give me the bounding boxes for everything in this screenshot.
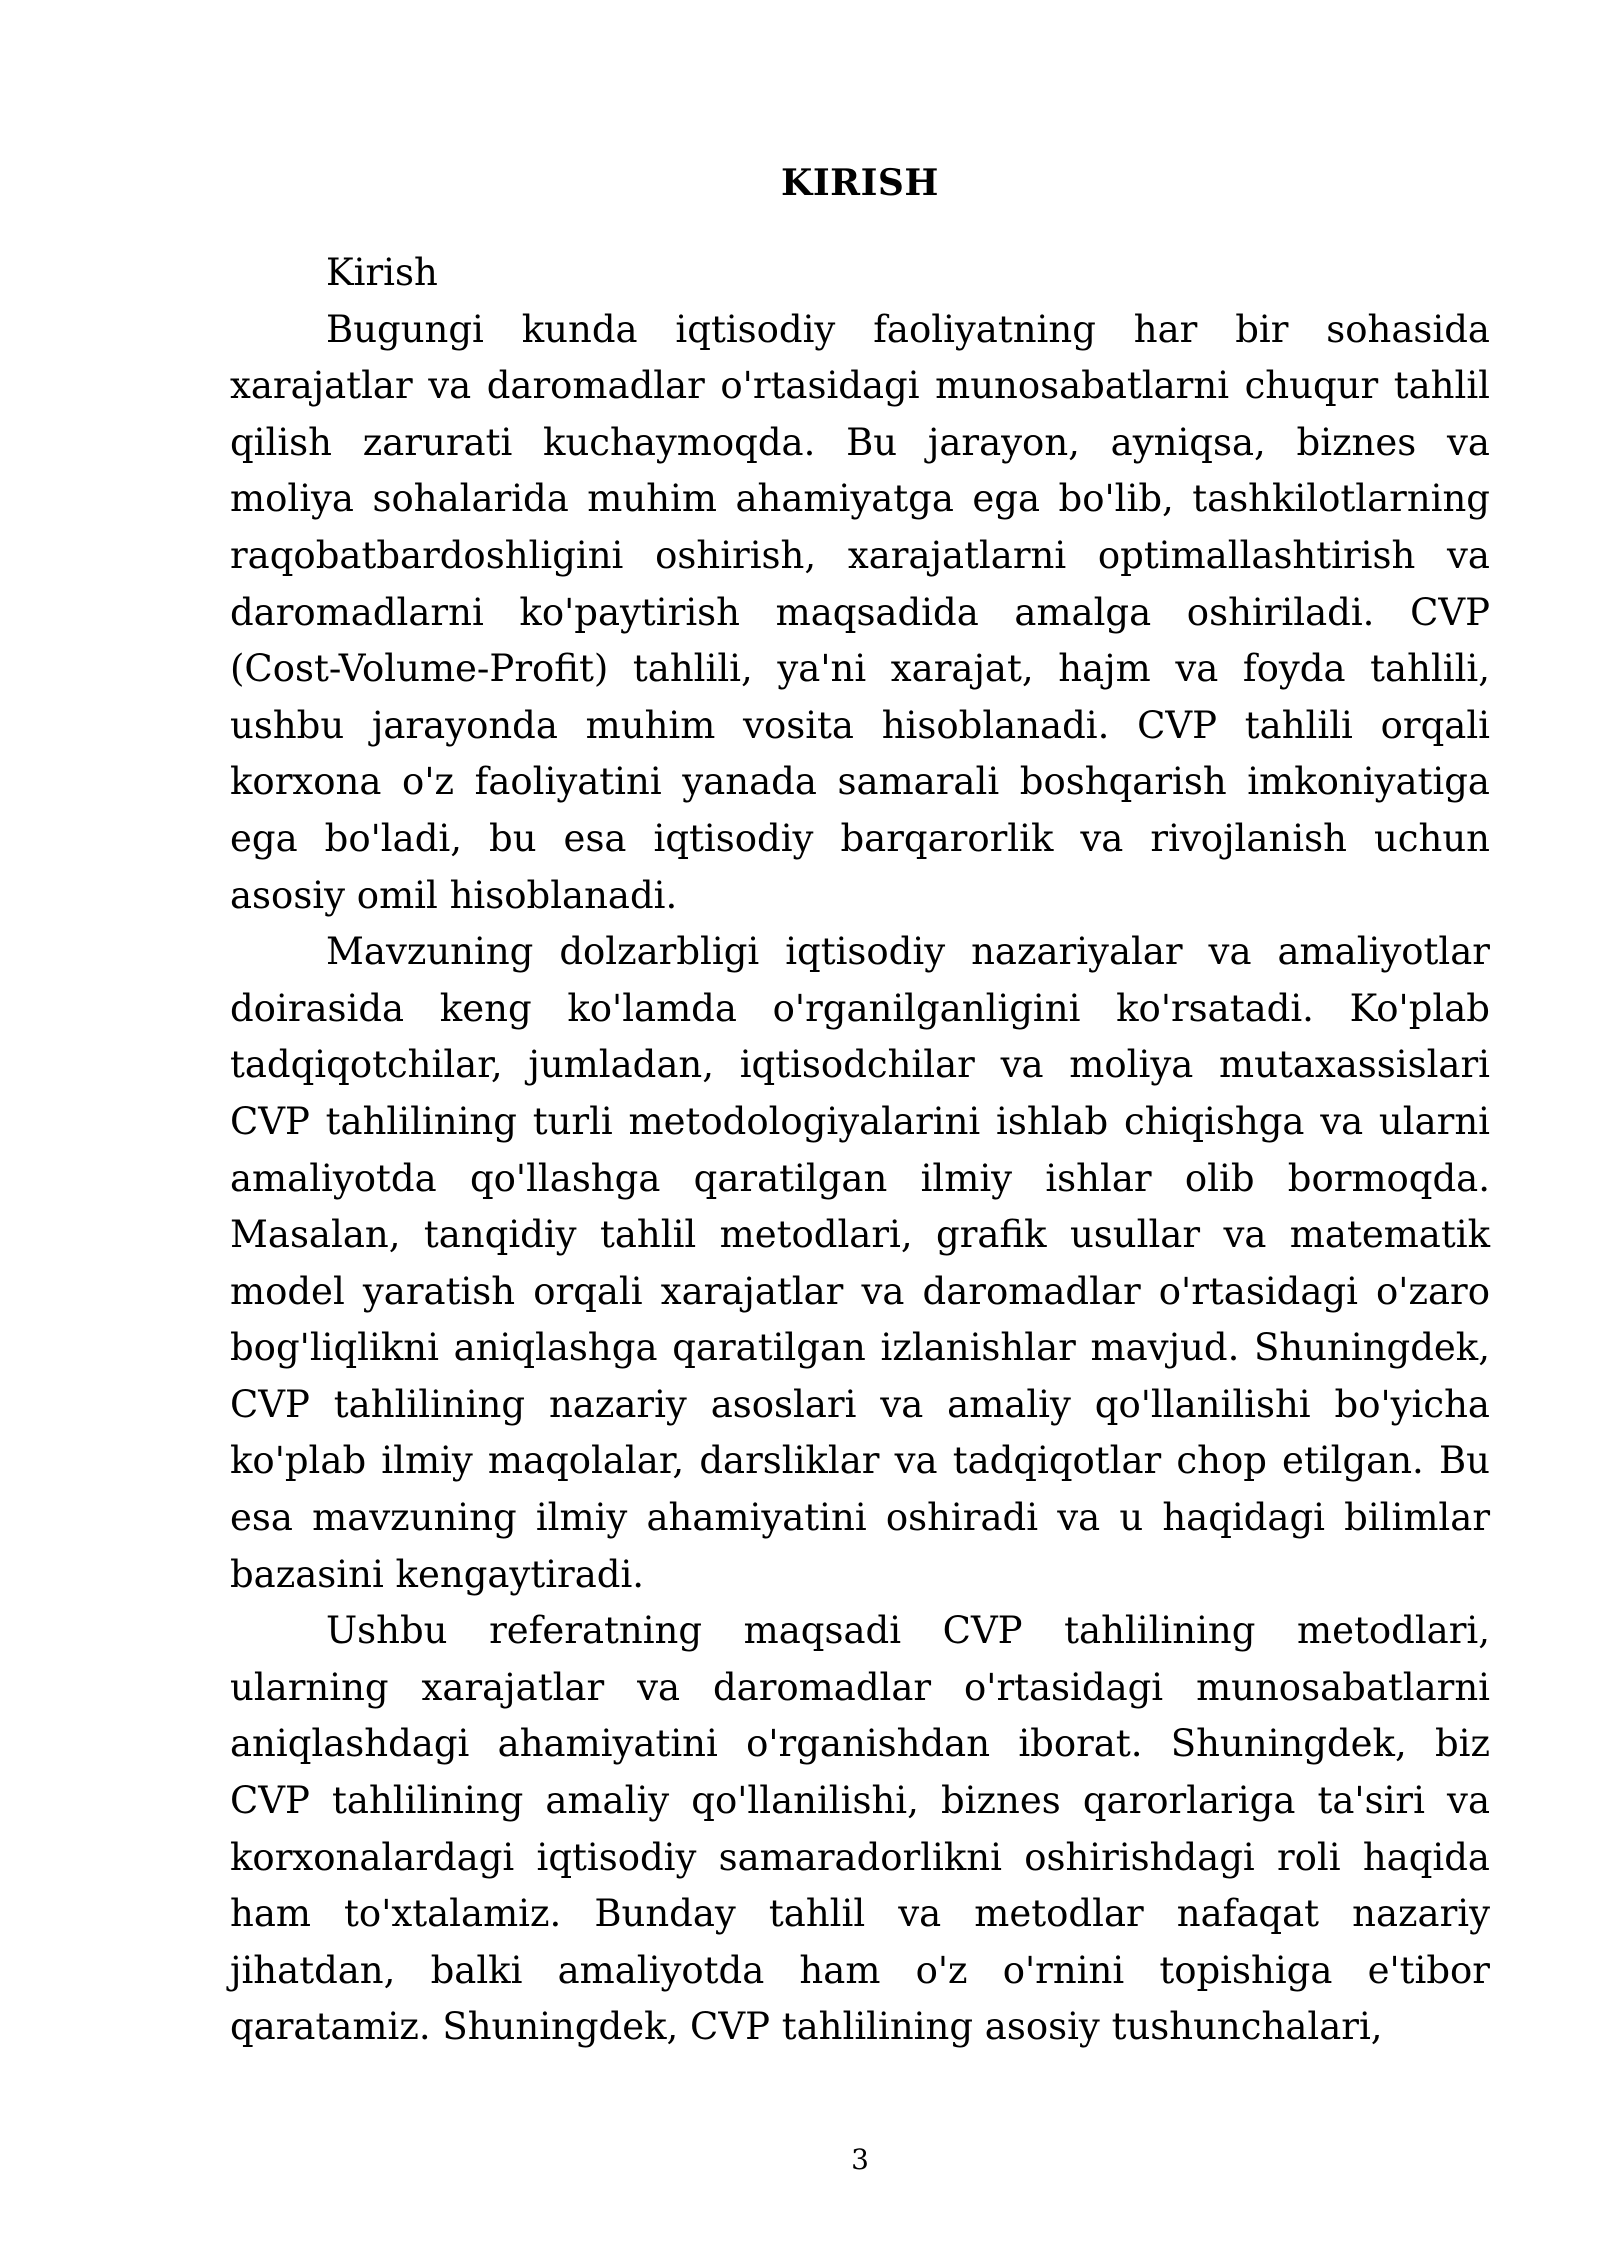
paragraph-purpose: Ushbu referatning maqsadi CVP tahlilining metodlari, ularning xarajatlar va daromadlar o'rtasidagi munosabatlarni aniqlashdagi ahamiyatini o'rganishdan iborat. Shuningdek, biz CVP tahlilining amaliy qo'llanilishi, biznes qarorlariga ta'siri va korxonalardagi iqtisodiy samaradorlikni oshirishdagi roli haqida ham to'xtalamiz. Bunday tahlil va metodlar nafaqat nazariy jihatdan, balki amaliyotda ham o'z o'rnini topishiga e'tibor qaratamiz. Shuningdek, CVP tahlilining asosiy tushunchalari,	[230, 1609, 1490, 2049]
page-number: 3	[851, 2143, 869, 2176]
paragraph-relevance: Mavzuning dolzarbligi iqtisodiy nazariyalar va amaliyotlar doirasida keng ko'lamda o'rganilganligini ko'rsatadi. Ko'plab tadqiqotchilar, jumladan, iqtisodchilar va moliya mutaxassislari CVP tahlilining turli metodologiyalarini ishlab chiqishga va ularni amaliyotda qo'llashga qaratilgan ilmiy ishlar olib bormoqda. Masalan, tanqidiy tahlil metodlari, grafik usullar va matematik model yaratish orqali xarajatlar va daromadlar o'rtasidagi o'zaro bog'liqlikni aniqlashga qaratilgan izlanishlar mavjud. Shuningdek, CVP tahlilining nazariy asoslari va amaliy qo'llanilishi bo'yicha ko'plab ilmiy maqolalar, darsliklar va tadqiqotlar chop etilgan. Bu esa mavzuning ilmiy ahamiyatini oshiradi va u haqidagi bilimlar bazasini kengaytiradi.	[230, 930, 1490, 1596]
page-title: KIRISH	[781, 162, 939, 204]
document-page	[230, 0, 1490, 2262]
paragraph-introduction: Bugungi kunda iqtisodiy faoliyatning har bir sohasida xarajatlar va daromadlar o'rtasidagi munosabatlarni chuqur tahlil qilish zarurati kuchaymoqda. Bu jarayon, ayniqsa, biznes va moliya sohalarida muhim ahamiyatga ega bo'lib, tashkilotlarning raqobatbardoshligini oshirish, xarajatlarni optimallashtirish va daromadlarni ko'paytirish maqsadida amalga oshiriladi. CVP (Cost-Volume-Profit) tahlili, ya'ni xarajat, hajm va foyda tahlili, ushbu jarayonda muhim vosita hisoblanadi. CVP tahlili orqali korxona o'z faoliyatini yanada samarali boshqarish imkoniyatiga ega bo'ladi, bu esa iqtisodiy barqarorlik va rivojlanish uchun asosiy omil hisoblanadi.	[230, 307, 1490, 917]
body-text	[230, 245, 1490, 2056]
paragraph-subheading: Kirish	[326, 251, 438, 294]
